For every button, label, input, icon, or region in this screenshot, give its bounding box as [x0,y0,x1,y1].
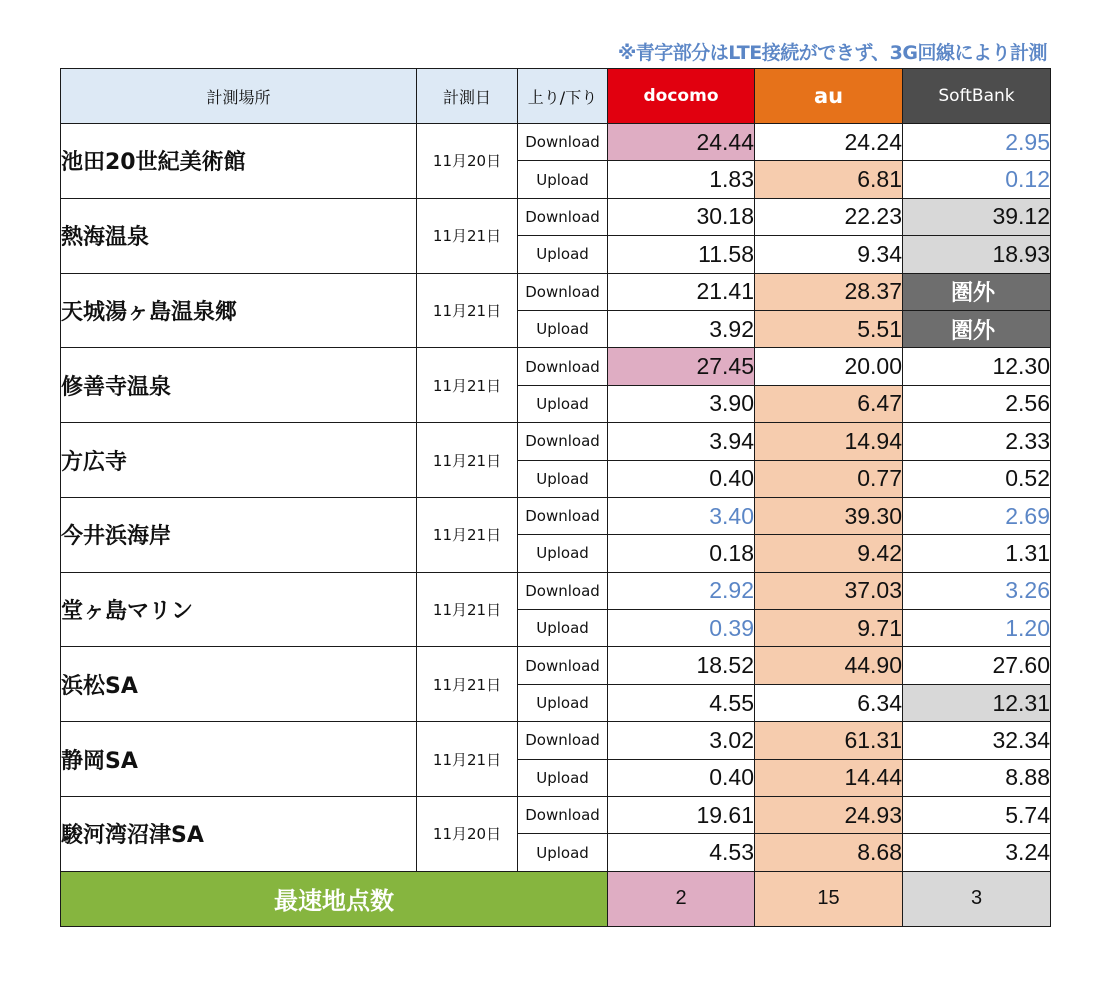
upload-label: Upload [518,460,608,497]
date-cell: 11月21日 [417,273,518,348]
au-up-value: 9.71 [755,610,903,647]
upload-label: Upload [518,385,608,422]
docomo-up-value: 0.40 [608,759,755,796]
au-up-value: 6.47 [755,385,903,422]
softbank-down-value: 3.26 [903,572,1051,609]
download-label: Download [518,572,608,609]
softbank-down-value: 2.95 [903,124,1051,161]
download-label: Download [518,273,608,310]
speed-test-table [60,68,1051,927]
place-cell: 池田20世紀美術館 [61,124,417,199]
au-up-value: 8.68 [755,834,903,871]
date-cell: 11月21日 [417,497,518,572]
docomo-down-value: 19.61 [608,797,755,834]
docomo-down-value: 2.92 [608,572,755,609]
header-direction: 上り/下り [518,69,608,124]
header-docomo: docomo [608,69,755,124]
date-cell: 11月21日 [417,722,518,797]
au-down-value: 24.24 [755,124,903,161]
date-cell: 11月20日 [417,124,518,199]
softbank-up-value: 圏外 [903,310,1051,347]
au-down-value: 39.30 [755,497,903,534]
docomo-up-value: 4.53 [608,834,755,871]
table-row-9-down [61,722,1051,759]
upload-label: Upload [518,610,608,647]
docomo-down-value: 24.44 [608,124,755,161]
au-up-value: 6.34 [755,684,903,721]
upload-label: Upload [518,161,608,198]
date-cell: 11月21日 [417,572,518,647]
docomo-down-value: 3.02 [608,722,755,759]
au-up-value: 0.77 [755,460,903,497]
softbank-up-value: 8.88 [903,759,1051,796]
table-row-10-down [61,797,1051,834]
softbank-down-value: 2.33 [903,423,1051,460]
softbank-down-value: 27.60 [903,647,1051,684]
place-cell: 今井浜海岸 [61,497,417,572]
table-row-4-down [61,348,1051,385]
table-row-6-down [61,497,1051,534]
footnote-3g: ※青字部分はLTE接続ができず、3G回線により計測 [617,42,1047,64]
au-down-value: 61.31 [755,722,903,759]
download-label: Download [518,797,608,834]
totals-au: 15 [755,871,903,926]
docomo-up-value: 3.92 [608,310,755,347]
softbank-up-value: 0.52 [903,460,1051,497]
date-cell: 11月21日 [417,198,518,273]
totals-docomo: 2 [608,871,755,926]
softbank-down-value: 5.74 [903,797,1051,834]
docomo-up-value: 0.39 [608,610,755,647]
table-row-2-down [61,198,1051,235]
totals-row [61,871,1051,926]
au-down-value: 24.93 [755,797,903,834]
place-cell: 天城湯ヶ島温泉郷 [61,273,417,348]
place-cell: 浜松SA [61,647,417,722]
date-cell: 11月21日 [417,647,518,722]
softbank-down-value: 2.69 [903,497,1051,534]
totals-softbank: 3 [903,871,1051,926]
header-date: 計測日 [417,69,518,124]
docomo-down-value: 21.41 [608,273,755,310]
table-row-7-down [61,572,1051,609]
table-row-8-down [61,647,1051,684]
download-label: Download [518,647,608,684]
softbank-up-value: 1.20 [903,610,1051,647]
softbank-up-value: 18.93 [903,236,1051,273]
softbank-down-value: 圏外 [903,273,1051,310]
place-cell: 熱海温泉 [61,198,417,273]
au-down-value: 44.90 [755,647,903,684]
table-row-5-down [61,423,1051,460]
header-au: au [755,69,903,124]
download-label: Download [518,124,608,161]
upload-label: Upload [518,236,608,273]
upload-label: Upload [518,834,608,871]
upload-label: Upload [518,759,608,796]
softbank-up-value: 12.31 [903,684,1051,721]
au-down-value: 14.94 [755,423,903,460]
au-up-value: 14.44 [755,759,903,796]
docomo-down-value: 18.52 [608,647,755,684]
table-row-1-down [61,124,1051,161]
au-up-value: 5.51 [755,310,903,347]
au-up-value: 9.34 [755,236,903,273]
date-cell: 11月20日 [417,797,518,872]
docomo-up-value: 1.83 [608,161,755,198]
softbank-down-value: 12.30 [903,348,1051,385]
softbank-up-value: 1.31 [903,535,1051,572]
header-row [61,69,1051,124]
docomo-down-value: 3.40 [608,497,755,534]
header-place: 計測場所 [61,69,417,124]
date-cell: 11月21日 [417,348,518,423]
docomo-down-value: 3.94 [608,423,755,460]
softbank-up-value: 0.12 [903,161,1051,198]
upload-label: Upload [518,535,608,572]
download-label: Download [518,348,608,385]
au-up-value: 9.42 [755,535,903,572]
docomo-up-value: 3.90 [608,385,755,422]
docomo-down-value: 27.45 [608,348,755,385]
softbank-up-value: 2.56 [903,385,1051,422]
softbank-down-value: 32.34 [903,722,1051,759]
place-cell: 堂ヶ島マリン [61,572,417,647]
au-down-value: 28.37 [755,273,903,310]
download-label: Download [518,198,608,235]
au-down-value: 37.03 [755,572,903,609]
docomo-down-value: 30.18 [608,198,755,235]
docomo-up-value: 4.55 [608,684,755,721]
place-cell: 修善寺温泉 [61,348,417,423]
download-label: Download [518,722,608,759]
table-row-3-down [61,273,1051,310]
place-cell: 方広寺 [61,423,417,498]
download-label: Download [518,497,608,534]
docomo-up-value: 0.40 [608,460,755,497]
place-cell: 静岡SA [61,722,417,797]
softbank-up-value: 3.24 [903,834,1051,871]
au-down-value: 22.23 [755,198,903,235]
place-cell: 駿河湾沼津SA [61,797,417,872]
au-down-value: 20.00 [755,348,903,385]
au-up-value: 6.81 [755,161,903,198]
upload-label: Upload [518,684,608,721]
totals-label: 最速地点数 [61,871,608,926]
docomo-up-value: 11.58 [608,236,755,273]
date-cell: 11月21日 [417,423,518,498]
header-softbank: SoftBank [903,69,1051,124]
table-body [61,124,1051,872]
download-label: Download [518,423,608,460]
softbank-down-value: 39.12 [903,198,1051,235]
upload-label: Upload [518,310,608,347]
docomo-up-value: 0.18 [608,535,755,572]
